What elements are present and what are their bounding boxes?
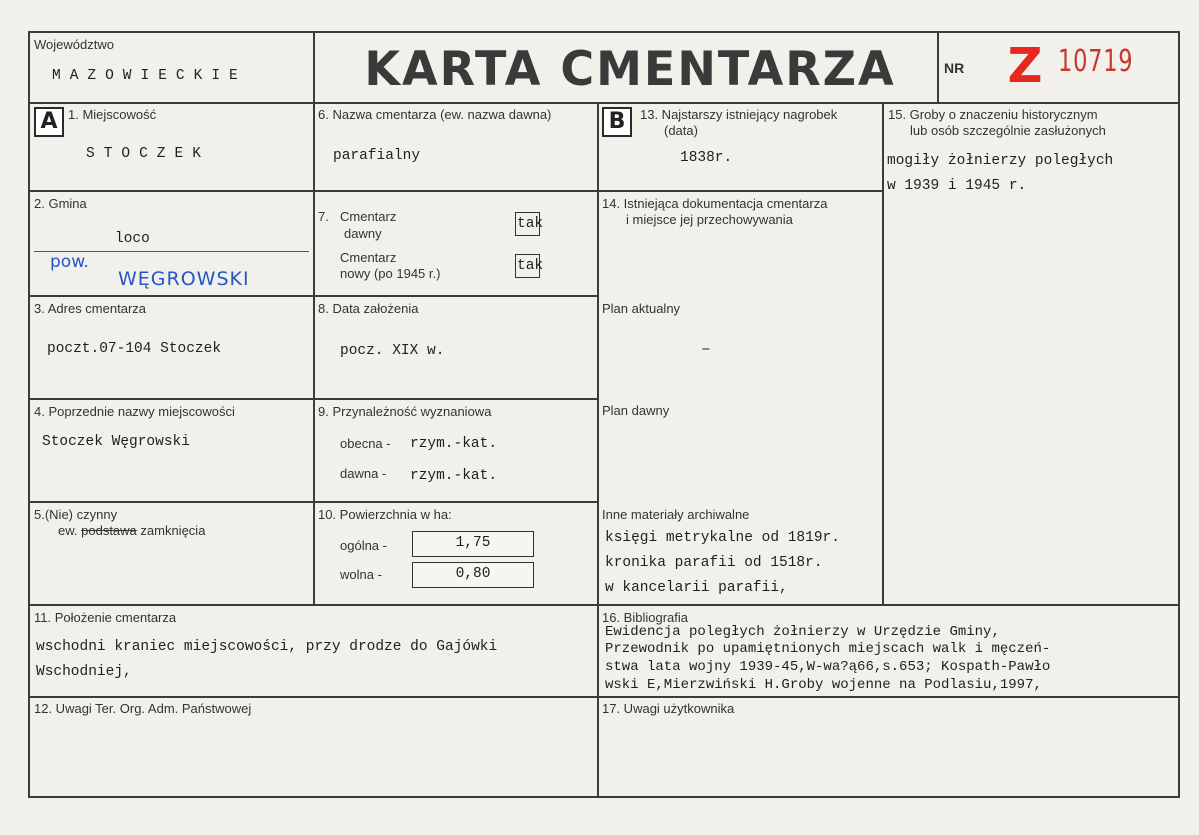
field-1-label: 1. Miejscowość — [68, 107, 157, 122]
field-1-value: STOCZEK — [86, 146, 210, 162]
inne-materialy-line1: księgi metrykalne od 1819r. — [605, 530, 840, 546]
field-4-value: Stoczek Węgrowski — [42, 434, 190, 450]
nr-letter-stamp: Z — [1007, 38, 1043, 94]
field-15-line1: mogiły żołnierzy poległych — [887, 153, 1114, 169]
field-3-label: 3. Adres cmentarza — [34, 301, 146, 316]
field-11-line1: wschodni kraniec miejscowości, przy drodze do Gajówki — [36, 639, 498, 655]
field-6-label: 6. Nazwa cmentarza (ew. nazwa dawna) — [318, 107, 552, 122]
divider-row6 — [28, 696, 1180, 698]
field-7-nowy-label-2: nowy (po 1945 r.) — [340, 266, 441, 281]
divider-col2 — [597, 102, 599, 798]
field-8-label: 8. Data założenia — [318, 301, 419, 316]
field-6-value: parafialny — [333, 148, 421, 164]
field-13-label-1: 13. Najstarszy istniejący nagrobek — [640, 107, 838, 122]
field-9-obecna-label: obecna - — [340, 436, 391, 451]
nr-number: 10719 — [1058, 44, 1134, 79]
field-5-nie: (Nie) — [44, 507, 74, 522]
field-17-label: 17. Uwagi użytkownika — [602, 701, 735, 716]
plan-aktualny-value: – — [701, 340, 711, 358]
frame-bottom — [28, 796, 1180, 798]
field-12-label: 12. Uwagi Ter. Org. Adm. Państwowej — [34, 701, 252, 716]
field-16-line3: stwa lata wojny 1939-45,W-wa?ą66,s.653; Kospath-Pawło — [605, 659, 1051, 675]
field-16-line2: Przewodnik po upamiętnionych miejscach walk i męczeń- — [605, 641, 1051, 657]
inne-materialy-label: Inne materiały archiwalne — [602, 507, 750, 522]
field-11-label: 11. Położenie cmentarza — [34, 610, 177, 625]
field-8-value: pocz. XIX w. — [340, 343, 445, 359]
divider-row3 — [28, 398, 599, 400]
plan-aktualny-label: Plan aktualny — [602, 301, 681, 316]
field-4-label: 4. Poprzednie nazwy miejscowości — [34, 404, 235, 419]
field-2-pow-value: WĘGROWSKI — [118, 268, 250, 290]
field-2-value: loco — [115, 231, 150, 247]
field-9-dawna-value: rzym.-kat. — [410, 468, 498, 484]
field-7-dawny-label-2: dawny — [344, 226, 382, 241]
field-10-wolna-box — [412, 562, 534, 588]
divider-col1 — [313, 102, 315, 605]
field-5-label-line2 — [58, 522, 205, 539]
inne-materialy-line2: kronika parafii od 1518r. — [605, 555, 823, 571]
field-10-wolna-value: 0,80 — [455, 566, 491, 582]
field-10-wolna-label: wolna - — [340, 567, 382, 582]
field-7-dawny-label-1: Cmentarz — [340, 209, 397, 224]
field-10-ogolna-value: 1,75 — [455, 535, 491, 551]
inne-materialy-line3: w kancelarii parafii, — [605, 580, 788, 596]
divider-row4 — [28, 501, 599, 503]
field-10-ogolna-box — [412, 531, 534, 557]
field-5-czynny: czynny — [73, 507, 118, 522]
field-9-obecna-value: rzym.-kat. — [410, 436, 498, 452]
field-5-label — [34, 506, 117, 523]
field-15-line2: w 1939 i 1945 r. — [887, 178, 1027, 194]
field-14-label-1: 14. Istniejąca dokumentacja cmentarza — [602, 196, 828, 211]
field-10-label: 10. Powierzchnia w ha: — [318, 507, 452, 522]
field-5-ew: ew. — [58, 523, 82, 538]
field-15-label-2: lub osób szczególnie zasłużonych — [910, 123, 1106, 138]
card-title: KARTA CMENTARZA — [364, 42, 896, 97]
field-13-label-2: (data) — [664, 123, 698, 138]
field-2-pow-prefix: pow. — [50, 252, 89, 272]
frame-top — [28, 31, 1180, 33]
field-16-line4: wski E,Mierzwiński H.Groby wojenne na Podlasiu,1997, — [605, 677, 1042, 693]
divider-col3 — [882, 102, 884, 605]
field-2-label: 2. Gmina — [34, 196, 87, 211]
divider-header — [28, 102, 1180, 104]
section-b-marker: B — [602, 107, 632, 137]
field-9-dawna-label: dawna - — [340, 466, 387, 481]
field-7-dawny-value: tak — [517, 216, 544, 232]
field-13-value: 1838r. — [680, 150, 733, 166]
frame-left — [28, 31, 30, 798]
divider-row5 — [28, 604, 1180, 606]
field-16-line1: Ewidencja poległych żołnierzy w Urzędzie Gminy, — [605, 624, 1000, 640]
divider-row1 — [28, 190, 884, 192]
wojewodztwo-label: Województwo — [34, 37, 114, 52]
divider-header-left — [313, 31, 315, 104]
field-7-num: 7. — [318, 209, 329, 224]
field-5-zamkniecia: zamknięcia — [136, 523, 206, 538]
field-10-ogolna-label: ogólna - — [340, 538, 387, 553]
section-a-marker: A — [34, 107, 64, 137]
field-9-label: 9. Przynależność wyznaniowa — [318, 404, 492, 419]
field-7-nowy-label-1: Cmentarz — [340, 250, 397, 265]
field-5-num: 5. — [34, 507, 45, 522]
nr-label: NR — [944, 60, 965, 76]
field-14-label-2: i miejsce jej przechowywania — [626, 212, 793, 227]
divider-header-right — [937, 31, 939, 104]
wojewodztwo-value: MAZOWIECKIE — [52, 68, 247, 84]
divider-row2 — [28, 295, 599, 297]
field-16-label: 16. Bibliografia — [602, 610, 688, 625]
field-5-podstawa-struck: podstawa — [81, 523, 137, 538]
field-15-label-1: 15. Groby o znaczeniu historycznym — [888, 107, 1098, 122]
field-7-nowy-value: tak — [517, 258, 544, 274]
plan-dawny-label: Plan dawny — [602, 403, 670, 418]
frame-right — [1178, 31, 1180, 798]
field-11-line2: Wschodniej, — [36, 664, 132, 680]
field-3-value: poczt.07-104 Stoczek — [47, 341, 222, 357]
